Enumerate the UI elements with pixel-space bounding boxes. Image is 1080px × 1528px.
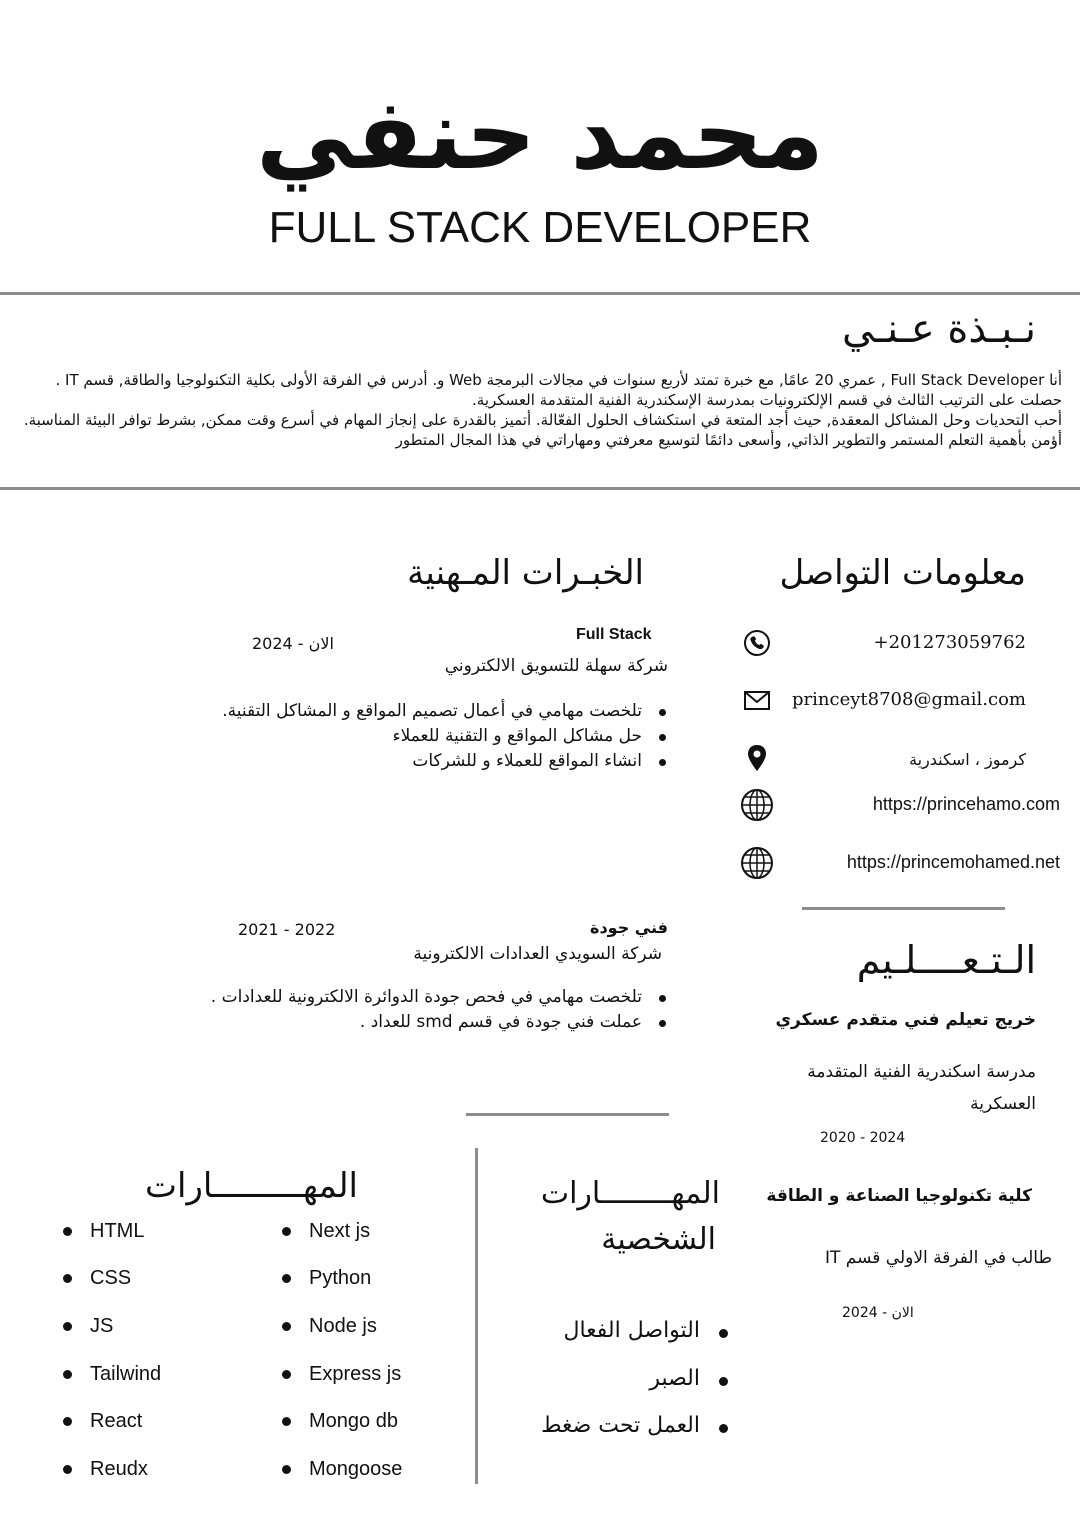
job-role-title: FULL STACK DEVELOPER: [268, 203, 812, 252]
about-line: أحب التحديات وحل المشاكل المعقدة, حيث أجد المتعة في استكشاف الحلول الفعّالة. أتميز بالقدرة على إنجاز المهام في أسرع وقت ممكن, بشرط توافر البيئة المناسبة.: [23, 411, 1062, 429]
contact-website-1[interactable]: [740, 786, 1060, 826]
job-title-text: Full Stack: [576, 626, 652, 643]
divider-vertical: [475, 1148, 478, 1484]
skill-js: JS: [90, 1315, 114, 1337]
education-school-1-line1: مدرسة اسكندرية الفنية المتقدمة: [807, 1062, 1036, 1082]
skill-tailwind: Tailwind: [90, 1363, 162, 1385]
website-1-text: https://princehamo.com: [872, 794, 1060, 814]
about-line: حصلت على الترتيب الثالث في قسم الإلكترونيات بمدرسة الإسكندرية الفنية المتقدمة العسكرية.: [472, 391, 1062, 409]
job-1-company: شركة سهلة للتسويق الالكتروني: [444, 656, 668, 676]
list-item: تلخصت مهامي في فحص جودة الدوائرة الالكترونية للعدادات .: [166, 985, 666, 1010]
divider-about: [0, 487, 1080, 490]
skill-mongodb: Mongo db: [309, 1410, 398, 1432]
education-date-1: 2020 - 2024: [820, 1130, 906, 1146]
skill-react: React: [90, 1410, 143, 1432]
soft-skills-title-line1: المهــــــــارات: [540, 1176, 720, 1211]
soft-skill-2: الصبر: [649, 1366, 700, 1391]
skill-expressjs: Express js: [309, 1363, 402, 1385]
contact-website-2[interactable]: [740, 844, 1060, 884]
about-line: أنا Full Stack Developer , عمري 20 عامًا, مع خبرة تمتد لأربع سنوات في مجالات البرمجة Web و. أدرس في الفرقة الأولى بكلية التكنولوجيا والطاقة, قسم IT .: [55, 371, 1062, 389]
bullet-dot: [719, 1377, 728, 1386]
divider-contact: [802, 907, 1005, 910]
bullet-dot: [282, 1417, 291, 1426]
skill-nextjs: Next js: [309, 1220, 371, 1242]
about-body: [18, 370, 1062, 450]
list-item: حل مشاكل المواقع و التقنية للعملاء: [166, 724, 666, 749]
job-1-bullets: [166, 699, 666, 774]
skill-redux: Reudx: [90, 1458, 148, 1480]
phone-icon: [740, 626, 774, 660]
about-title: نـبـذة عـنـي: [841, 306, 1036, 352]
tech-skills-title: المهـــــــــارات: [144, 1166, 358, 1206]
bullet-dot: [63, 1465, 72, 1474]
education-date-2: الان - 2024: [842, 1305, 914, 1321]
bullet-dot: [282, 1274, 291, 1283]
bullet-dot: [63, 1227, 72, 1236]
job-2-date: 2021 - 2022: [238, 920, 336, 939]
mail-icon: [740, 683, 774, 717]
location-icon: [740, 742, 774, 776]
bullet-dot: [719, 1329, 728, 1338]
bullet-dot: [282, 1227, 291, 1236]
globe-icon: [740, 788, 774, 822]
website-2-text: https://princemohamed.net: [846, 852, 1060, 872]
list-item: انشاء المواقع للعملاء و للشركات: [166, 749, 666, 774]
phone-text: +201273059762: [873, 632, 1026, 653]
bullet-dot: [63, 1417, 72, 1426]
education-school-2: طالب في الفرقة الاولي قسم IT: [824, 1248, 1052, 1268]
job-2-company: شركة السويدي العدادات الالكترونية: [413, 944, 662, 964]
contact-location: [726, 740, 1026, 780]
education-school-1-line2: العسكرية: [970, 1094, 1036, 1114]
skill-python: Python: [309, 1267, 372, 1289]
job-2-title: فني جودة: [590, 918, 668, 937]
divider-experience: [466, 1113, 669, 1116]
divider-top: [0, 292, 1080, 295]
job-1-title: [576, 624, 652, 644]
list-item: عملت فني جودة في قسم smd للعداد .: [166, 1010, 666, 1035]
bullet-dot: [719, 1424, 728, 1433]
bullet-dot: [63, 1322, 72, 1331]
education-title: الـتـعــــلـيم: [856, 938, 1036, 982]
skill-nodejs: Node js: [309, 1315, 377, 1337]
soft-skill-1: التواصل الفعال: [563, 1318, 700, 1343]
bullet-dot: [282, 1322, 291, 1331]
bullet-dot: [63, 1274, 72, 1283]
skill-html: HTML: [90, 1220, 145, 1242]
skill-css: CSS: [90, 1267, 132, 1289]
job-1-date: الان - 2024: [252, 634, 334, 653]
soft-skill-3: العمل تحت ضغط: [541, 1413, 700, 1438]
skill-mongoose: Mongoose: [309, 1458, 403, 1480]
job-2-bullets: [166, 985, 666, 1035]
experience-title: الخبـرات المـهنية: [407, 553, 644, 593]
contact-phone[interactable]: [726, 624, 1026, 664]
contact-email[interactable]: [726, 681, 1026, 721]
education-degree-2: كلية تكنولوجيا الصناعة و الطاقة: [766, 1186, 1032, 1206]
bullet-dot: [63, 1370, 72, 1379]
contact-title: معلومات التواصل: [779, 553, 1026, 593]
email-text: princeyt8708@gmail.com: [792, 689, 1026, 710]
bullet-dot: [282, 1370, 291, 1379]
person-name: محمد حنفي: [255, 78, 825, 192]
soft-skills-title-line2: الشخصية: [601, 1222, 716, 1257]
about-line: أؤمن بأهمية التعلم المستمر والتطوير الذاتي, وأسعى دائمًا لتوسيع معرفتي ومهاراتي في هذا المجال المتطور: [395, 431, 1062, 449]
education-degree-1: خريج تعيلم فني متقدم عسكري: [775, 1010, 1036, 1030]
location-text: كرموز ، اسكندرية: [908, 750, 1026, 769]
list-item: تلخصت مهامي في أعمال تصميم المواقع و المشاكل التقنية.: [166, 699, 666, 724]
globe-icon: [740, 846, 774, 880]
bullet-dot: [282, 1465, 291, 1474]
